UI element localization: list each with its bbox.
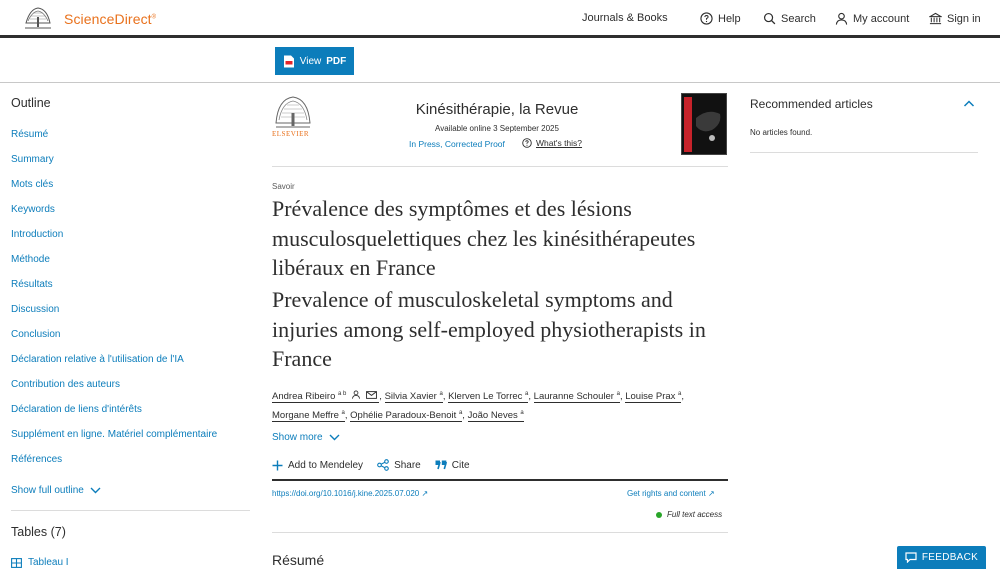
add-to-mendeley-button[interactable]: Add to Mendeley bbox=[272, 459, 363, 471]
chevron-down-icon bbox=[329, 434, 340, 441]
author-link[interactable]: João Neves $^a$ bbox=[467, 410, 524, 422]
journal-header-divider bbox=[272, 166, 728, 167]
article-section-label: Savoir bbox=[272, 182, 295, 191]
search-icon bbox=[763, 12, 776, 25]
plus-icon bbox=[272, 460, 283, 471]
person-icon bbox=[835, 12, 848, 25]
section-divider bbox=[272, 532, 728, 533]
chevron-down-icon bbox=[90, 487, 101, 494]
person-icon bbox=[351, 390, 361, 399]
chat-bubble-icon bbox=[905, 552, 917, 563]
cite-button[interactable]: Cite bbox=[435, 459, 470, 471]
external-link-icon: ↗ bbox=[421, 489, 429, 498]
journals-books-link[interactable]: Journals & Books bbox=[582, 12, 668, 24]
pdf-icon bbox=[283, 55, 295, 68]
my-account-link[interactable]: My account bbox=[835, 12, 909, 25]
in-press-status: In Press, Corrected Proof bbox=[409, 139, 505, 149]
sidebar-divider bbox=[11, 510, 250, 511]
available-online-date: Available online 3 September 2025 bbox=[435, 124, 559, 133]
outline-list bbox=[11, 128, 251, 478]
view-pdf-button[interactable]: View PDF bbox=[275, 47, 354, 75]
outline-item-conclusion[interactable]: Conclusion bbox=[11, 329, 61, 340]
author-list: Andrea Ribeiro $^{a b}$ , Silvia Xavier $^a$, Klerven Le Torrec $^a$, Lauranne Schouler $^a$, Louise Prax $^a$, Morgane Meffre $^a$, Ophélie Paradoux-Benoit $^a$, João Neves $^a$ bbox=[272, 391, 685, 422]
brand-name[interactable]: ScienceDirect® bbox=[64, 11, 157, 27]
outline-item-declaration-ia[interactable]: Déclaration relative à l'utilisation de l'IA bbox=[11, 354, 184, 365]
table-icon bbox=[11, 558, 22, 568]
article-title-en: Prevalence of musculoskeletal symptoms and injuries among self-employed physiotherapists in France bbox=[272, 287, 706, 371]
outline-item-keywords[interactable]: Keywords bbox=[11, 204, 55, 215]
article-actions bbox=[272, 459, 484, 471]
show-full-outline-button[interactable]: Show full outline bbox=[11, 485, 101, 496]
access-status: Full text access bbox=[656, 510, 722, 519]
author-link[interactable]: Ophélie Paradoux-Benoit $^a$ bbox=[350, 410, 463, 422]
help-icon bbox=[700, 12, 713, 25]
author-link[interactable]: Louise Prax $^a$ bbox=[625, 391, 682, 403]
sign-in-link[interactable]: Sign in bbox=[929, 12, 981, 25]
chevron-up-icon[interactable] bbox=[963, 98, 975, 110]
journal-title[interactable]: Kinésithérapie, la Revue bbox=[415, 101, 579, 118]
get-rights-link[interactable]: Get rights and content ↗ bbox=[627, 489, 715, 498]
help-icon bbox=[522, 138, 532, 148]
outline-item-resultats[interactable]: Résultats bbox=[11, 279, 53, 290]
author-link[interactable]: Lauranne Schouler $^a$ bbox=[533, 391, 620, 403]
resume-section-title: Résumé bbox=[272, 552, 325, 568]
outline-item-methode[interactable]: Méthode bbox=[11, 254, 50, 265]
elsevier-tree-logo[interactable] bbox=[22, 5, 54, 31]
external-link-icon: ↗ bbox=[707, 489, 715, 498]
outline-item-references[interactable]: Références bbox=[11, 454, 63, 465]
author-link[interactable]: Andrea Ribeiro $^{a b}$ bbox=[272, 391, 379, 403]
recommended-divider bbox=[750, 152, 978, 153]
status-dot-icon bbox=[656, 512, 662, 518]
article-toolbar bbox=[0, 41, 1000, 83]
recommended-articles-title[interactable]: Recommended articles bbox=[750, 97, 873, 111]
table-link-tableau-1[interactable]: Tableau I bbox=[11, 557, 69, 568]
whats-this-link[interactable]: What's this? bbox=[522, 138, 582, 148]
outline-item-liens-interets[interactable]: Déclaration de liens d'intérêts bbox=[11, 404, 142, 415]
institution-icon bbox=[929, 12, 942, 25]
outline-item-discussion[interactable]: Discussion bbox=[11, 304, 60, 315]
top-header bbox=[0, 0, 1000, 38]
share-button[interactable]: Share bbox=[377, 459, 421, 471]
outline-title: Outline bbox=[11, 96, 51, 110]
doi-link[interactable]: https://doi.org/10.1016/j.kine.2025.07.020 ↗ bbox=[272, 489, 429, 498]
author-link[interactable]: Silvia Xavier $^a$ bbox=[384, 391, 443, 403]
search-link[interactable]: Search bbox=[763, 12, 816, 25]
email-icon bbox=[366, 391, 377, 399]
tables-title: Tables (7) bbox=[11, 525, 66, 539]
recommended-empty-text: No articles found. bbox=[750, 128, 813, 137]
quote-icon bbox=[435, 460, 447, 470]
author-link[interactable]: Morgane Meffre $^a$ bbox=[272, 410, 345, 422]
elsevier-wordmark: ELSEVIER bbox=[272, 130, 310, 138]
show-more-button[interactable]: Show more bbox=[272, 432, 340, 443]
author-link[interactable]: Klerven Le Torrec $^a$ bbox=[448, 391, 529, 403]
feedback-button[interactable]: FEEDBACK bbox=[897, 546, 986, 569]
outline-item-introduction[interactable]: Introduction bbox=[11, 229, 64, 240]
outline-item-supplement[interactable]: Supplément en ligne. Matériel complémentaire bbox=[11, 429, 218, 440]
outline-item-summary[interactable]: Summary bbox=[11, 154, 54, 165]
outline-item-mots-cles[interactable]: Mots clés bbox=[11, 179, 54, 190]
actions-divider bbox=[272, 479, 728, 481]
outline-item-contribution[interactable]: Contribution des auteurs bbox=[11, 379, 120, 390]
journal-cover-thumbnail[interactable] bbox=[681, 93, 727, 155]
share-icon bbox=[377, 459, 389, 471]
article-title-fr: Prévalence des symptômes et des lésions musculosquelettiques chez les kinésithérapeutes libéraux en France bbox=[272, 196, 696, 280]
outline-item-resume[interactable]: Résumé bbox=[11, 129, 49, 140]
help-link[interactable]: Help bbox=[700, 12, 741, 25]
